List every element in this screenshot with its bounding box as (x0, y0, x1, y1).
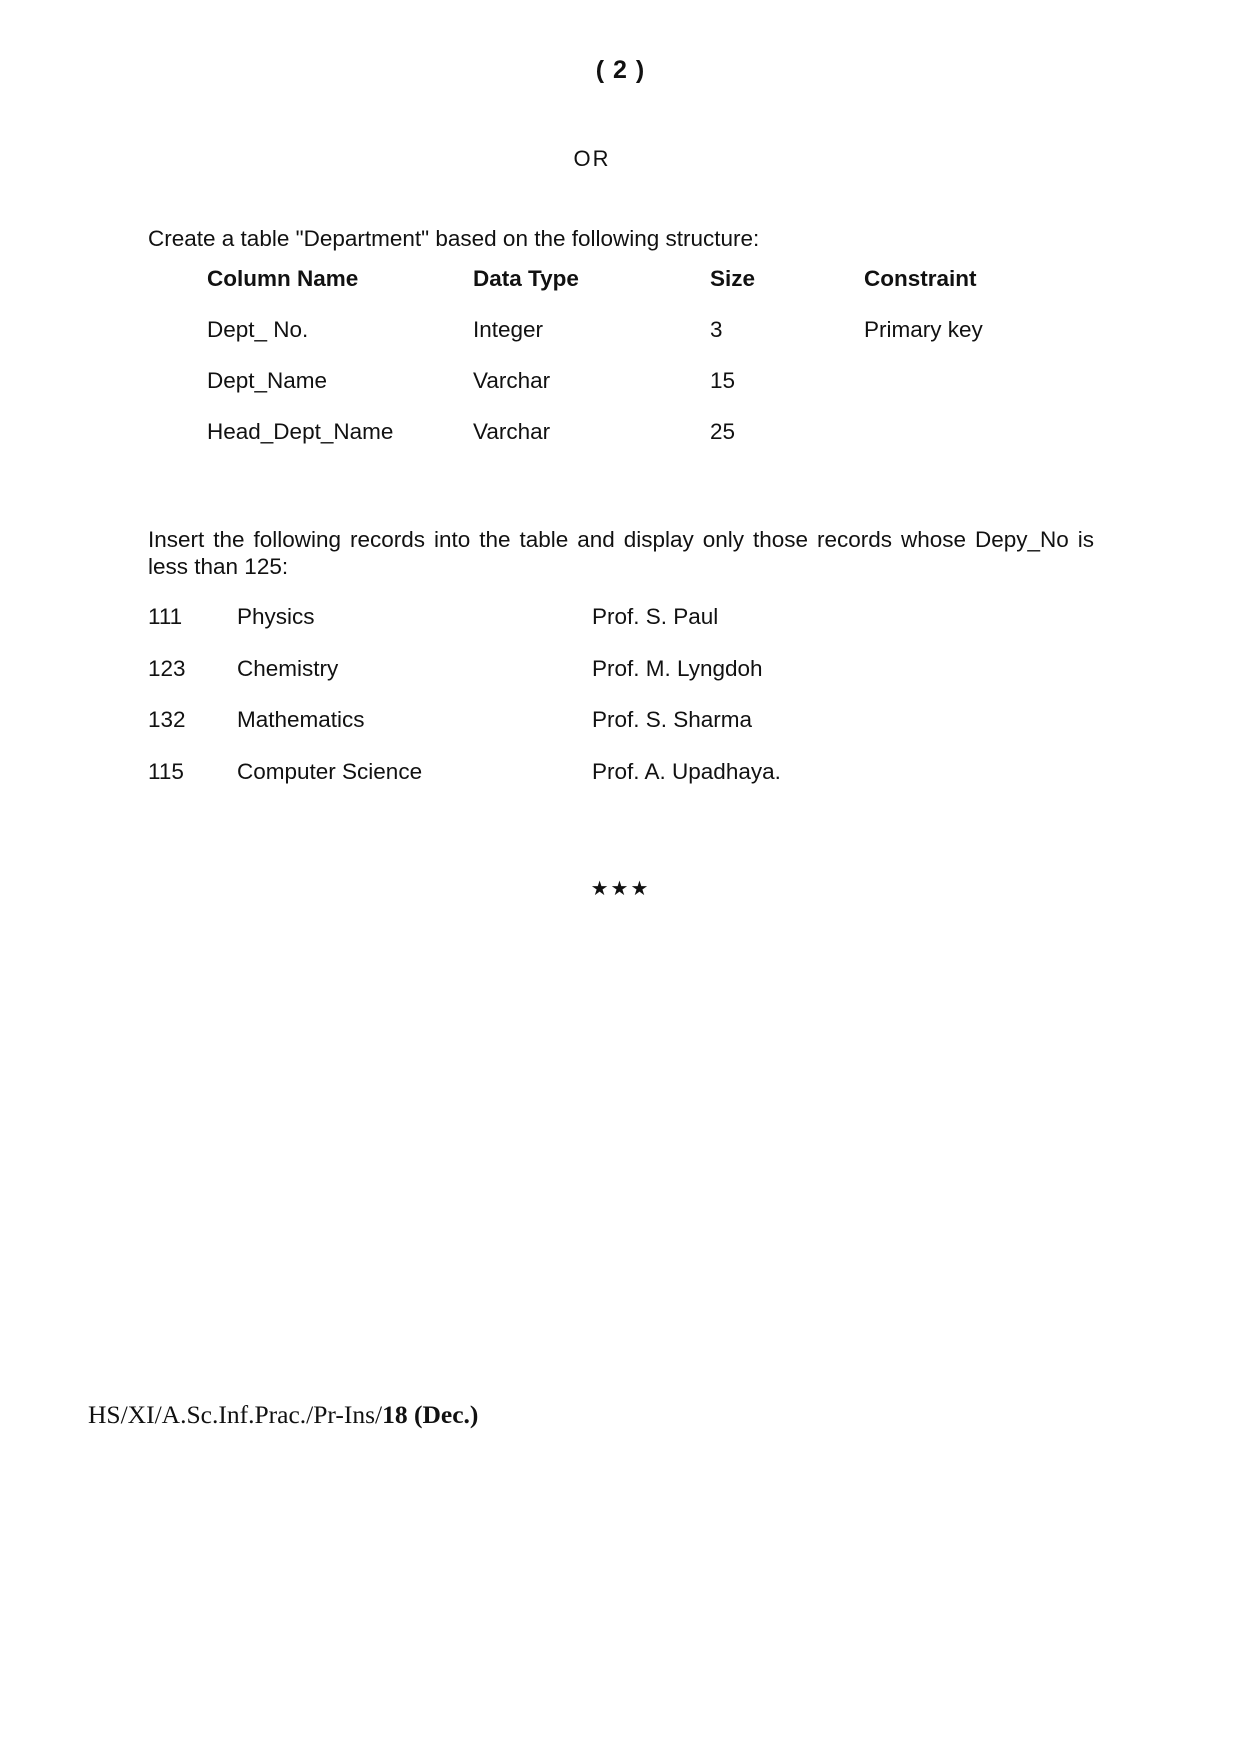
header-size: Size (710, 266, 756, 291)
column-name-cell: Dept_Name (207, 368, 328, 393)
paper-code (88, 1400, 478, 1430)
constraint-cell: Primary key (864, 317, 983, 342)
record-dept-name: Computer Science (237, 758, 423, 784)
end-marker: ★★★ (590, 878, 651, 900)
record-head-name: Prof. S. Sharma (592, 707, 753, 732)
column-name-cell: Dept_ No. (207, 317, 309, 342)
record-dept-no: 132 (148, 707, 186, 732)
data-type-cell: Varchar (473, 368, 551, 393)
paper-code-suffix: 18 (Dec.) (382, 1400, 479, 1429)
record-head-name: Prof. A. Upadhaya. (592, 758, 781, 784)
size-cell: 25 (710, 419, 736, 444)
record-dept-name: Chemistry (237, 655, 339, 681)
insert-instruction: Insert the following records into the table and display only those records whose Depy_No is less than 125: (148, 527, 1094, 579)
header-constraint: Constraint (864, 266, 977, 291)
data-type-cell: Varchar (473, 419, 551, 444)
question-intro: Create a table "Department" based on the following structure: (148, 226, 760, 251)
header-data-type: Data Type (473, 266, 579, 291)
size-cell: 3 (710, 317, 723, 342)
page-number: ( 2 ) (595, 56, 646, 84)
data-type-cell: Integer (473, 317, 544, 342)
record-dept-no: 115 (148, 758, 184, 784)
record-head-name: Prof. M. Lyngdoh (592, 655, 763, 681)
size-cell: 15 (710, 368, 736, 393)
or-separator: OR (573, 146, 611, 171)
record-dept-name: Physics (237, 604, 315, 629)
paper-code-prefix: HS/XI/A.Sc.Inf.Prac./Pr-Ins/ (88, 1400, 383, 1429)
record-dept-name: Mathematics (237, 707, 365, 732)
record-dept-no: 123 (148, 655, 186, 681)
record-dept-no: 111 (148, 604, 183, 629)
record-head-name: Prof. S. Paul (592, 604, 719, 629)
column-name-cell: Head_Dept_Name (207, 419, 394, 444)
header-column-name: Column Name (207, 266, 359, 291)
